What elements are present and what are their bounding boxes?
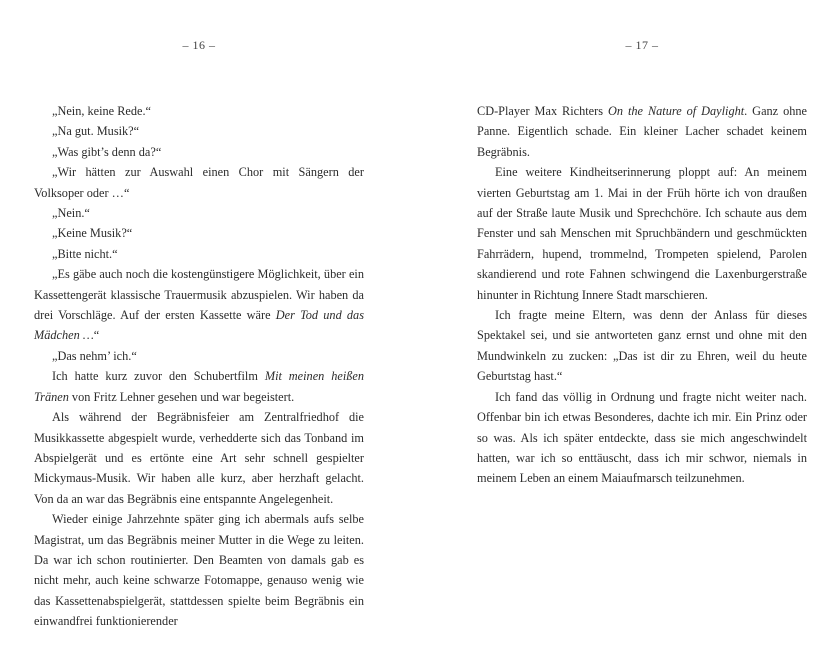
paragraph: Ich hatte kurz zuvor den Schubertfilm Mit meinen heißen Tränen von Fritz Lehner gesehen und war begeistert. xyxy=(34,369,364,404)
paragraph: „Was gibt’s denn da?“ xyxy=(52,144,162,159)
paragraph: „Nein.“ xyxy=(52,206,90,221)
paragraph: Ich fragte meine Eltern, was denn der Anlass für dieses Spektakel sei, und sie antworteten ganz ernst und ohne mit den Mundwinkeln zu zucken: „Das ist dir zu Ehren, weil du heute Geburtstag hast.“ xyxy=(477,308,807,384)
work-title: On the Nature of Daylight xyxy=(607,104,745,118)
paragraph: „Es gäbe auch noch die kostengünstigere Möglichkeit, über ein Kassettengerät klassische Trauermusik abzuspielen. Wir haben da drei Vorschläge. Auf der ersten Kassette wäre Der Tod und das Mädchen …“ xyxy=(34,267,364,343)
paragraph: CD-Player Max Richters On the Nature of Daylight. Ganz ohne Panne. Eigentlich schade. Ein kleiner Lacher schadet keinem Begräbnis. xyxy=(477,104,807,159)
paragraph: Als während der Begräbnisfeier am Zentralfriedhof die Musikkassette abgespielt wurde, verhedderte sich das Tonband im Abspielgerät und es ertönte eine Art sehr schnell gespielter Mickymaus-Musik. Wir haben alle kurz, aber herzhaft gelacht. Von da an war das Begräbnis eine entspannte Angelegenheit. xyxy=(34,410,364,506)
page-number: – 17 – xyxy=(625,38,659,52)
paragraph: „Na gut. Musik?“ xyxy=(52,124,140,139)
paragraph: Ich fand das völlig in Ordnung und fragte nicht weiter nach. Offenbar bin ich etwas Besonderes, dachte ich mir. Ein Prinz oder so was. Als ich später entdeckte, dass sie mich angeschwindelt hatten, war ich so enttäuscht, dass ich mir schwor, niemals in meinem Leben an einem Maiaufmarsch teilzunehmen. xyxy=(477,389,807,486)
work-title: Mit meinen heißen Tränen xyxy=(34,369,364,404)
paragraph: „Bitte nicht.“ xyxy=(52,246,118,261)
paragraph: „Das nehm’ ich.“ xyxy=(52,348,137,363)
page-body xyxy=(477,101,807,489)
page-number: – 16 – xyxy=(182,38,216,52)
paragraph: Eine weitere Kindheitserinnerung ploppt auf: An meinem vierten Geburtstag am 1. Mai in der Früh hörte ich von draußen auf der Straße laute Musik und Sprechchöre. Ich schaute aus dem Fenster und sah Menschen mit Spruchbändern und geschmückten Fahrrädern, hupend, trommelnd, Trompeten spielend, Parolen skandierend und rote Fahnen schwingend die Laxenburgerstraße hinunter in Richtung Innere Stadt marschieren. xyxy=(477,165,807,302)
paragraph: Wieder einige Jahrzehnte später ging ich abermals aufs selbe Magistrat, um das Begräbnis meiner Mutter in die Wege zu leiten. Da war ich schon routinierter. Den Beamten von damals gab es nicht mehr, auch keine schwarze Fotomappe, genauso wenig wie das Kassettenabspielgerät, stattdessen spielte beim Begräbnis ein einwandfrei funktionierender xyxy=(34,512,364,629)
work-title: Der Tod und das Mädchen … xyxy=(34,308,364,343)
paragraph: „Nein, keine Rede.“ xyxy=(52,104,152,118)
paragraph: „Keine Musik?“ xyxy=(52,226,133,241)
page-body xyxy=(34,101,364,632)
paragraph: „Wir hätten zur Auswahl einen Chor mit Sängern der Volksoper oder …“ xyxy=(34,165,364,200)
